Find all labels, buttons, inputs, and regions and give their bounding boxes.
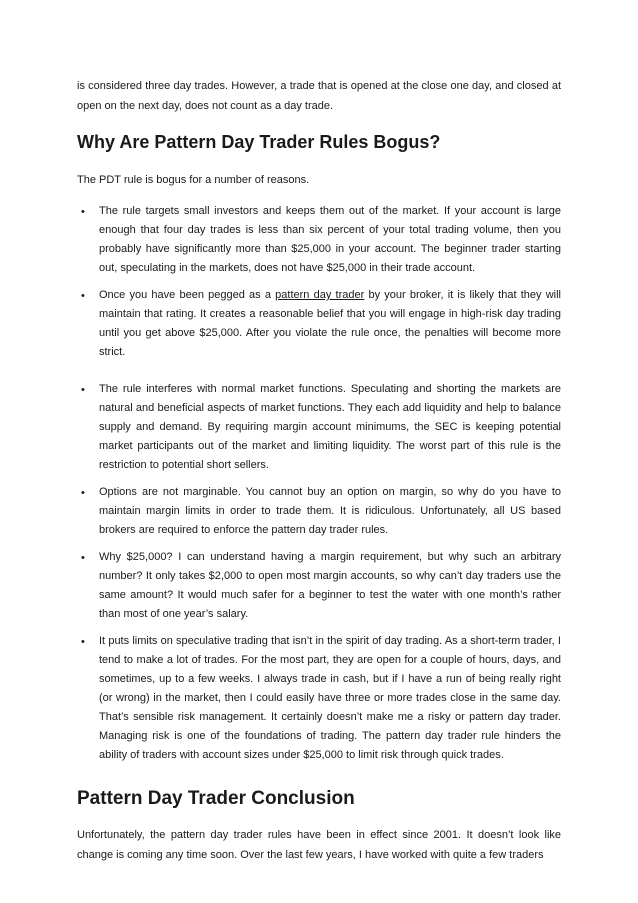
- list-item: [77, 202, 561, 278]
- list-item: [77, 483, 561, 540]
- list-item: [77, 548, 561, 624]
- list-item-text: [99, 286, 561, 362]
- list-item: [77, 380, 561, 475]
- bullet-icon: •: [81, 552, 85, 564]
- bullet-icon: •: [81, 384, 85, 396]
- reasons-list: [77, 202, 561, 765]
- list-item-text: It puts limits on speculative trading that isn’t in the spirit of day trading. As a short-term trader, I tend to make a lot of trades. For the most part, they are open for a couple of hours, days, and sometimes, up to a few weeks. I always trade in cash, but if I have a run of being really right (or wrong) in the market, then I could easily have three or more trades close in the same day. That’s sensible risk management. It certainly doesn’t make me a risky or pattern day trader. Managing risk is one of the foundations of trading. The pattern day trader rule hinders the ability of traders with account sizes under $25,000 to limit risk through quick trades.: [99, 635, 561, 761]
- list-item-text-end: by your broker, it is likely that they will maintain that rating. It creates a reasonable belief that you will engage in high-risk day trading until you get above $25,000. After you violate the rule once, the penalties will become more strict.: [99, 289, 561, 358]
- section-heading-conclusion: Pattern Day Trader Conclusion: [77, 788, 355, 809]
- lead-paragraph: The PDT rule is bogus for a number of reasons.: [77, 174, 310, 186]
- list-item-text-start: Once you have been pegged as a: [99, 289, 276, 301]
- list-item-text: The rule targets small investors and keeps them out of the market. If your account is large enough that four day trades is less than six percent of your total trading volume, then you probably have significantly more than $25,000 in your account. The beginner trader starting out, speculating in the markets, does not have $25,000 in their trade account.: [99, 205, 561, 274]
- list-item: [77, 286, 561, 362]
- section-heading-bogus: Why Are Pattern Day Trader Rules Bogus?: [77, 132, 441, 152]
- conclusion-paragraph: Unfortunately, the pattern day trader rules have been in effect since 2001. It doesn’t look like change is coming any time soon. Over the last few years, I have worked with quite a few traders: [77, 829, 561, 861]
- bullet-icon: •: [81, 636, 85, 648]
- bullet-icon: •: [81, 206, 85, 218]
- bullet-icon: •: [81, 487, 85, 499]
- list-item-text: Why $25,000? I can understand having a margin requirement, but why such an arbitrary number? It only takes $2,000 to open most margin accounts, so why can’t day traders use the same amount? It would much safer for a beginner to test the water with one month’s rather than most of one year’s salary.: [99, 551, 561, 620]
- list-item-text: Options are not marginable. You cannot buy an option on margin, so why do you have to maintain margin limits in order to trade them. It is ridiculous. Unfortunately, all US based brokers are required to enforce the pattern day trader rules.: [99, 486, 561, 536]
- bullet-icon: •: [81, 290, 85, 302]
- list-item: [77, 632, 561, 765]
- document-page: [77, 76, 561, 865]
- list-item-text: The rule interferes with normal market functions. Speculating and shorting the markets are natural and beneficial aspects of market functions. They each add liquidity and help to balance supply and demand. By requiring margin account minimums, the SEC is keeping potential market participants out of the market and limiting liquidity. The worst part of this rule is the restriction to potential short sellers.: [99, 383, 561, 471]
- intro-paragraph: is considered three day trades. However, a trade that is opened at the close one day, and closed at open on the next day, does not count as a day trade.: [77, 80, 561, 112]
- pattern-day-trader-link[interactable]: pattern day trader: [275, 289, 365, 301]
